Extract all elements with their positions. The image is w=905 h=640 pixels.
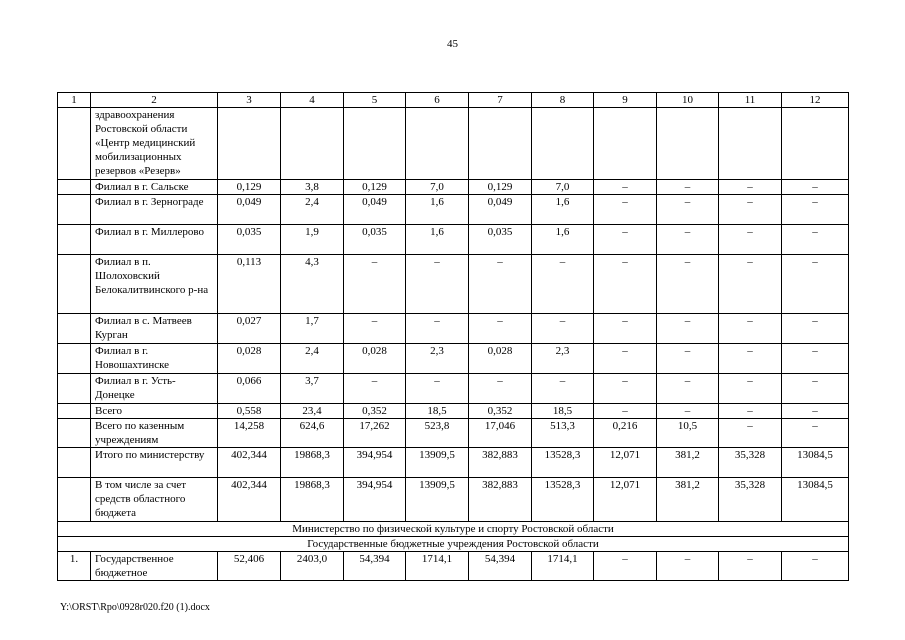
value-cell: – xyxy=(532,314,594,344)
row-name-cell: здравоохранения Ростовской области «Центр медицинский мобилизационных резервов «Резерв» xyxy=(91,108,218,180)
row-name-cell: Филиал в г. Усть-Донецке xyxy=(91,374,218,404)
value-cell: – xyxy=(469,255,532,314)
value-cell: 381,2 xyxy=(657,478,719,522)
value-cell: 1714,1 xyxy=(532,552,594,581)
value-cell xyxy=(406,108,469,180)
table-row xyxy=(58,225,849,255)
value-cell: 1,7 xyxy=(281,314,344,344)
value-cell: – xyxy=(719,344,782,374)
value-cell: 382,883 xyxy=(469,448,532,478)
value-cell xyxy=(218,108,281,180)
value-cell: 13084,5 xyxy=(782,478,849,522)
value-cell: – xyxy=(782,419,849,448)
value-cell: – xyxy=(344,255,406,314)
value-cell: – xyxy=(594,374,657,404)
value-cell: 0,028 xyxy=(218,344,281,374)
value-cell: – xyxy=(532,255,594,314)
value-cell: 19868,3 xyxy=(281,478,344,522)
value-cell: – xyxy=(657,552,719,581)
table-row xyxy=(58,478,849,522)
value-cell xyxy=(281,108,344,180)
row-name-cell: Филиал в г. Сальске xyxy=(91,180,218,195)
value-cell xyxy=(782,108,849,180)
value-cell: – xyxy=(406,374,469,404)
value-cell: – xyxy=(782,255,849,314)
value-cell: 13528,3 xyxy=(532,478,594,522)
value-cell xyxy=(719,108,782,180)
value-cell: 0,129 xyxy=(218,180,281,195)
value-cell: 54,394 xyxy=(344,552,406,581)
row-number-cell xyxy=(58,180,91,195)
value-cell: 0,028 xyxy=(344,344,406,374)
value-cell: – xyxy=(594,314,657,344)
row-number-cell xyxy=(58,448,91,478)
table-row xyxy=(58,195,849,225)
value-cell: – xyxy=(657,180,719,195)
value-cell: 3,7 xyxy=(281,374,344,404)
value-cell: 0,027 xyxy=(218,314,281,344)
value-cell: – xyxy=(594,225,657,255)
value-cell: – xyxy=(719,419,782,448)
data-table xyxy=(57,92,849,581)
value-cell: – xyxy=(594,255,657,314)
value-cell: – xyxy=(657,314,719,344)
row-number-cell xyxy=(58,404,91,419)
value-cell: – xyxy=(594,344,657,374)
value-cell: – xyxy=(782,225,849,255)
value-cell: 1,9 xyxy=(281,225,344,255)
value-cell: 1,6 xyxy=(532,195,594,225)
table-row xyxy=(58,404,849,419)
value-cell: – xyxy=(719,195,782,225)
table-row xyxy=(58,314,849,344)
value-cell: 35,328 xyxy=(719,448,782,478)
value-cell: – xyxy=(344,374,406,404)
value-cell: 13528,3 xyxy=(532,448,594,478)
value-cell: – xyxy=(657,255,719,314)
value-cell: 381,2 xyxy=(657,448,719,478)
value-cell: – xyxy=(469,314,532,344)
file-path-footer: Y:\ORST\Rpo\0928r020.f20 (1).docx xyxy=(60,602,210,613)
value-cell: 7,0 xyxy=(532,180,594,195)
row-number-cell xyxy=(58,108,91,180)
table-row xyxy=(58,448,849,478)
value-cell: 402,344 xyxy=(218,448,281,478)
value-cell: 12,071 xyxy=(594,448,657,478)
row-number-cell xyxy=(58,419,91,448)
column-number-2: 2 xyxy=(91,93,218,108)
column-number-12: 12 xyxy=(782,93,849,108)
value-cell: 0,035 xyxy=(218,225,281,255)
value-cell: – xyxy=(469,374,532,404)
value-cell: – xyxy=(782,552,849,581)
row-number-cell xyxy=(58,225,91,255)
column-number-9: 9 xyxy=(594,93,657,108)
value-cell: 0,558 xyxy=(218,404,281,419)
value-cell: 23,4 xyxy=(281,404,344,419)
value-cell: – xyxy=(594,180,657,195)
value-cell: 13909,5 xyxy=(406,448,469,478)
value-cell: 17,046 xyxy=(469,419,532,448)
value-cell: 54,394 xyxy=(469,552,532,581)
value-cell: – xyxy=(782,314,849,344)
column-number-10: 10 xyxy=(657,93,719,108)
value-cell: 2,4 xyxy=(281,344,344,374)
row-name-cell: Филиал в п. Шолоховский Белокалитвинского р-на xyxy=(91,255,218,314)
column-number-5: 5 xyxy=(344,93,406,108)
column-number-7: 7 xyxy=(469,93,532,108)
row-number-cell xyxy=(58,478,91,522)
row-name-cell: В том числе за счет средств областного бюджета xyxy=(91,478,218,522)
value-cell: 624,6 xyxy=(281,419,344,448)
value-cell: 0,049 xyxy=(218,195,281,225)
value-cell: 2,3 xyxy=(532,344,594,374)
value-cell: 1714,1 xyxy=(406,552,469,581)
row-name-cell: Государственное бюджетное xyxy=(91,552,218,581)
row-number-cell xyxy=(58,195,91,225)
value-cell: 0,028 xyxy=(469,344,532,374)
row-name-cell: Филиал в г. Новошахтинске xyxy=(91,344,218,374)
value-cell: 0,129 xyxy=(344,180,406,195)
value-cell: – xyxy=(657,404,719,419)
value-cell: 0,035 xyxy=(469,225,532,255)
value-cell: 13909,5 xyxy=(406,478,469,522)
value-cell: – xyxy=(719,225,782,255)
value-cell: – xyxy=(406,314,469,344)
value-cell: 394,954 xyxy=(344,448,406,478)
value-cell: – xyxy=(719,255,782,314)
value-cell: 3,8 xyxy=(281,180,344,195)
value-cell: 513,3 xyxy=(532,419,594,448)
value-cell: 1,6 xyxy=(532,225,594,255)
value-cell: – xyxy=(344,314,406,344)
column-number-6: 6 xyxy=(406,93,469,108)
section-heading: Министерство по физической культуре и спорту Ростовской области xyxy=(58,522,849,537)
column-number-row xyxy=(58,93,849,108)
value-cell: 10,5 xyxy=(657,419,719,448)
table-row xyxy=(58,180,849,195)
value-cell: 0,049 xyxy=(344,195,406,225)
value-cell: 4,3 xyxy=(281,255,344,314)
value-cell: – xyxy=(406,255,469,314)
value-cell: – xyxy=(782,344,849,374)
table-row xyxy=(58,419,849,448)
value-cell: – xyxy=(657,225,719,255)
value-cell: 402,344 xyxy=(218,478,281,522)
row-name-cell: Всего по казенным учреждениям xyxy=(91,419,218,448)
section-heading-row xyxy=(58,522,849,537)
value-cell xyxy=(594,108,657,180)
section-heading-row xyxy=(58,537,849,552)
value-cell: 0,066 xyxy=(218,374,281,404)
value-cell: – xyxy=(719,552,782,581)
value-cell: 1,6 xyxy=(406,195,469,225)
page-number: 45 xyxy=(447,38,458,50)
row-name-cell: Филиал в с. Матвеев Курган xyxy=(91,314,218,344)
value-cell: – xyxy=(594,552,657,581)
row-number-cell xyxy=(58,314,91,344)
value-cell: – xyxy=(594,404,657,419)
value-cell: – xyxy=(782,374,849,404)
value-cell: 0,049 xyxy=(469,195,532,225)
value-cell: – xyxy=(657,344,719,374)
column-number-3: 3 xyxy=(218,93,281,108)
value-cell: 2403,0 xyxy=(281,552,344,581)
row-name-cell: Филиал в г. Миллерово xyxy=(91,225,218,255)
value-cell: 394,954 xyxy=(344,478,406,522)
value-cell: 0,352 xyxy=(344,404,406,419)
row-number-cell xyxy=(58,255,91,314)
value-cell: – xyxy=(719,180,782,195)
value-cell: – xyxy=(719,314,782,344)
section-heading: Государственные бюджетные учреждения Ростовской области xyxy=(58,537,849,552)
column-number-1: 1 xyxy=(58,93,91,108)
table-row xyxy=(58,552,849,581)
value-cell: – xyxy=(657,195,719,225)
value-cell: – xyxy=(532,374,594,404)
value-cell xyxy=(657,108,719,180)
table-row xyxy=(58,255,849,314)
row-number-cell xyxy=(58,374,91,404)
value-cell: 0,035 xyxy=(344,225,406,255)
value-cell: 2,3 xyxy=(406,344,469,374)
column-number-11: 11 xyxy=(719,93,782,108)
value-cell: – xyxy=(782,180,849,195)
value-cell: – xyxy=(782,195,849,225)
value-cell: 13084,5 xyxy=(782,448,849,478)
column-number-4: 4 xyxy=(281,93,344,108)
value-cell: 382,883 xyxy=(469,478,532,522)
value-cell: – xyxy=(594,195,657,225)
column-number-8: 8 xyxy=(532,93,594,108)
value-cell: 0,216 xyxy=(594,419,657,448)
value-cell: 12,071 xyxy=(594,478,657,522)
value-cell: 0,129 xyxy=(469,180,532,195)
value-cell: 17,262 xyxy=(344,419,406,448)
value-cell: 18,5 xyxy=(532,404,594,419)
row-name-cell: Итого по министерству xyxy=(91,448,218,478)
value-cell: – xyxy=(782,404,849,419)
value-cell: 19868,3 xyxy=(281,448,344,478)
value-cell: – xyxy=(657,374,719,404)
value-cell: 0,352 xyxy=(469,404,532,419)
value-cell: 2,4 xyxy=(281,195,344,225)
value-cell xyxy=(344,108,406,180)
table-row xyxy=(58,108,849,180)
value-cell: 7,0 xyxy=(406,180,469,195)
value-cell: 14,258 xyxy=(218,419,281,448)
value-cell: 52,406 xyxy=(218,552,281,581)
value-cell: 0,113 xyxy=(218,255,281,314)
value-cell: 18,5 xyxy=(406,404,469,419)
row-number-cell xyxy=(58,344,91,374)
row-number-cell: 1. xyxy=(58,552,91,581)
value-cell: – xyxy=(719,404,782,419)
value-cell: 523,8 xyxy=(406,419,469,448)
table-row xyxy=(58,374,849,404)
value-cell: 1,6 xyxy=(406,225,469,255)
row-name-cell: Всего xyxy=(91,404,218,419)
value-cell xyxy=(532,108,594,180)
value-cell xyxy=(469,108,532,180)
value-cell: – xyxy=(719,374,782,404)
value-cell: 35,328 xyxy=(719,478,782,522)
table-row xyxy=(58,344,849,374)
row-name-cell: Филиал в г. Зернограде xyxy=(91,195,218,225)
